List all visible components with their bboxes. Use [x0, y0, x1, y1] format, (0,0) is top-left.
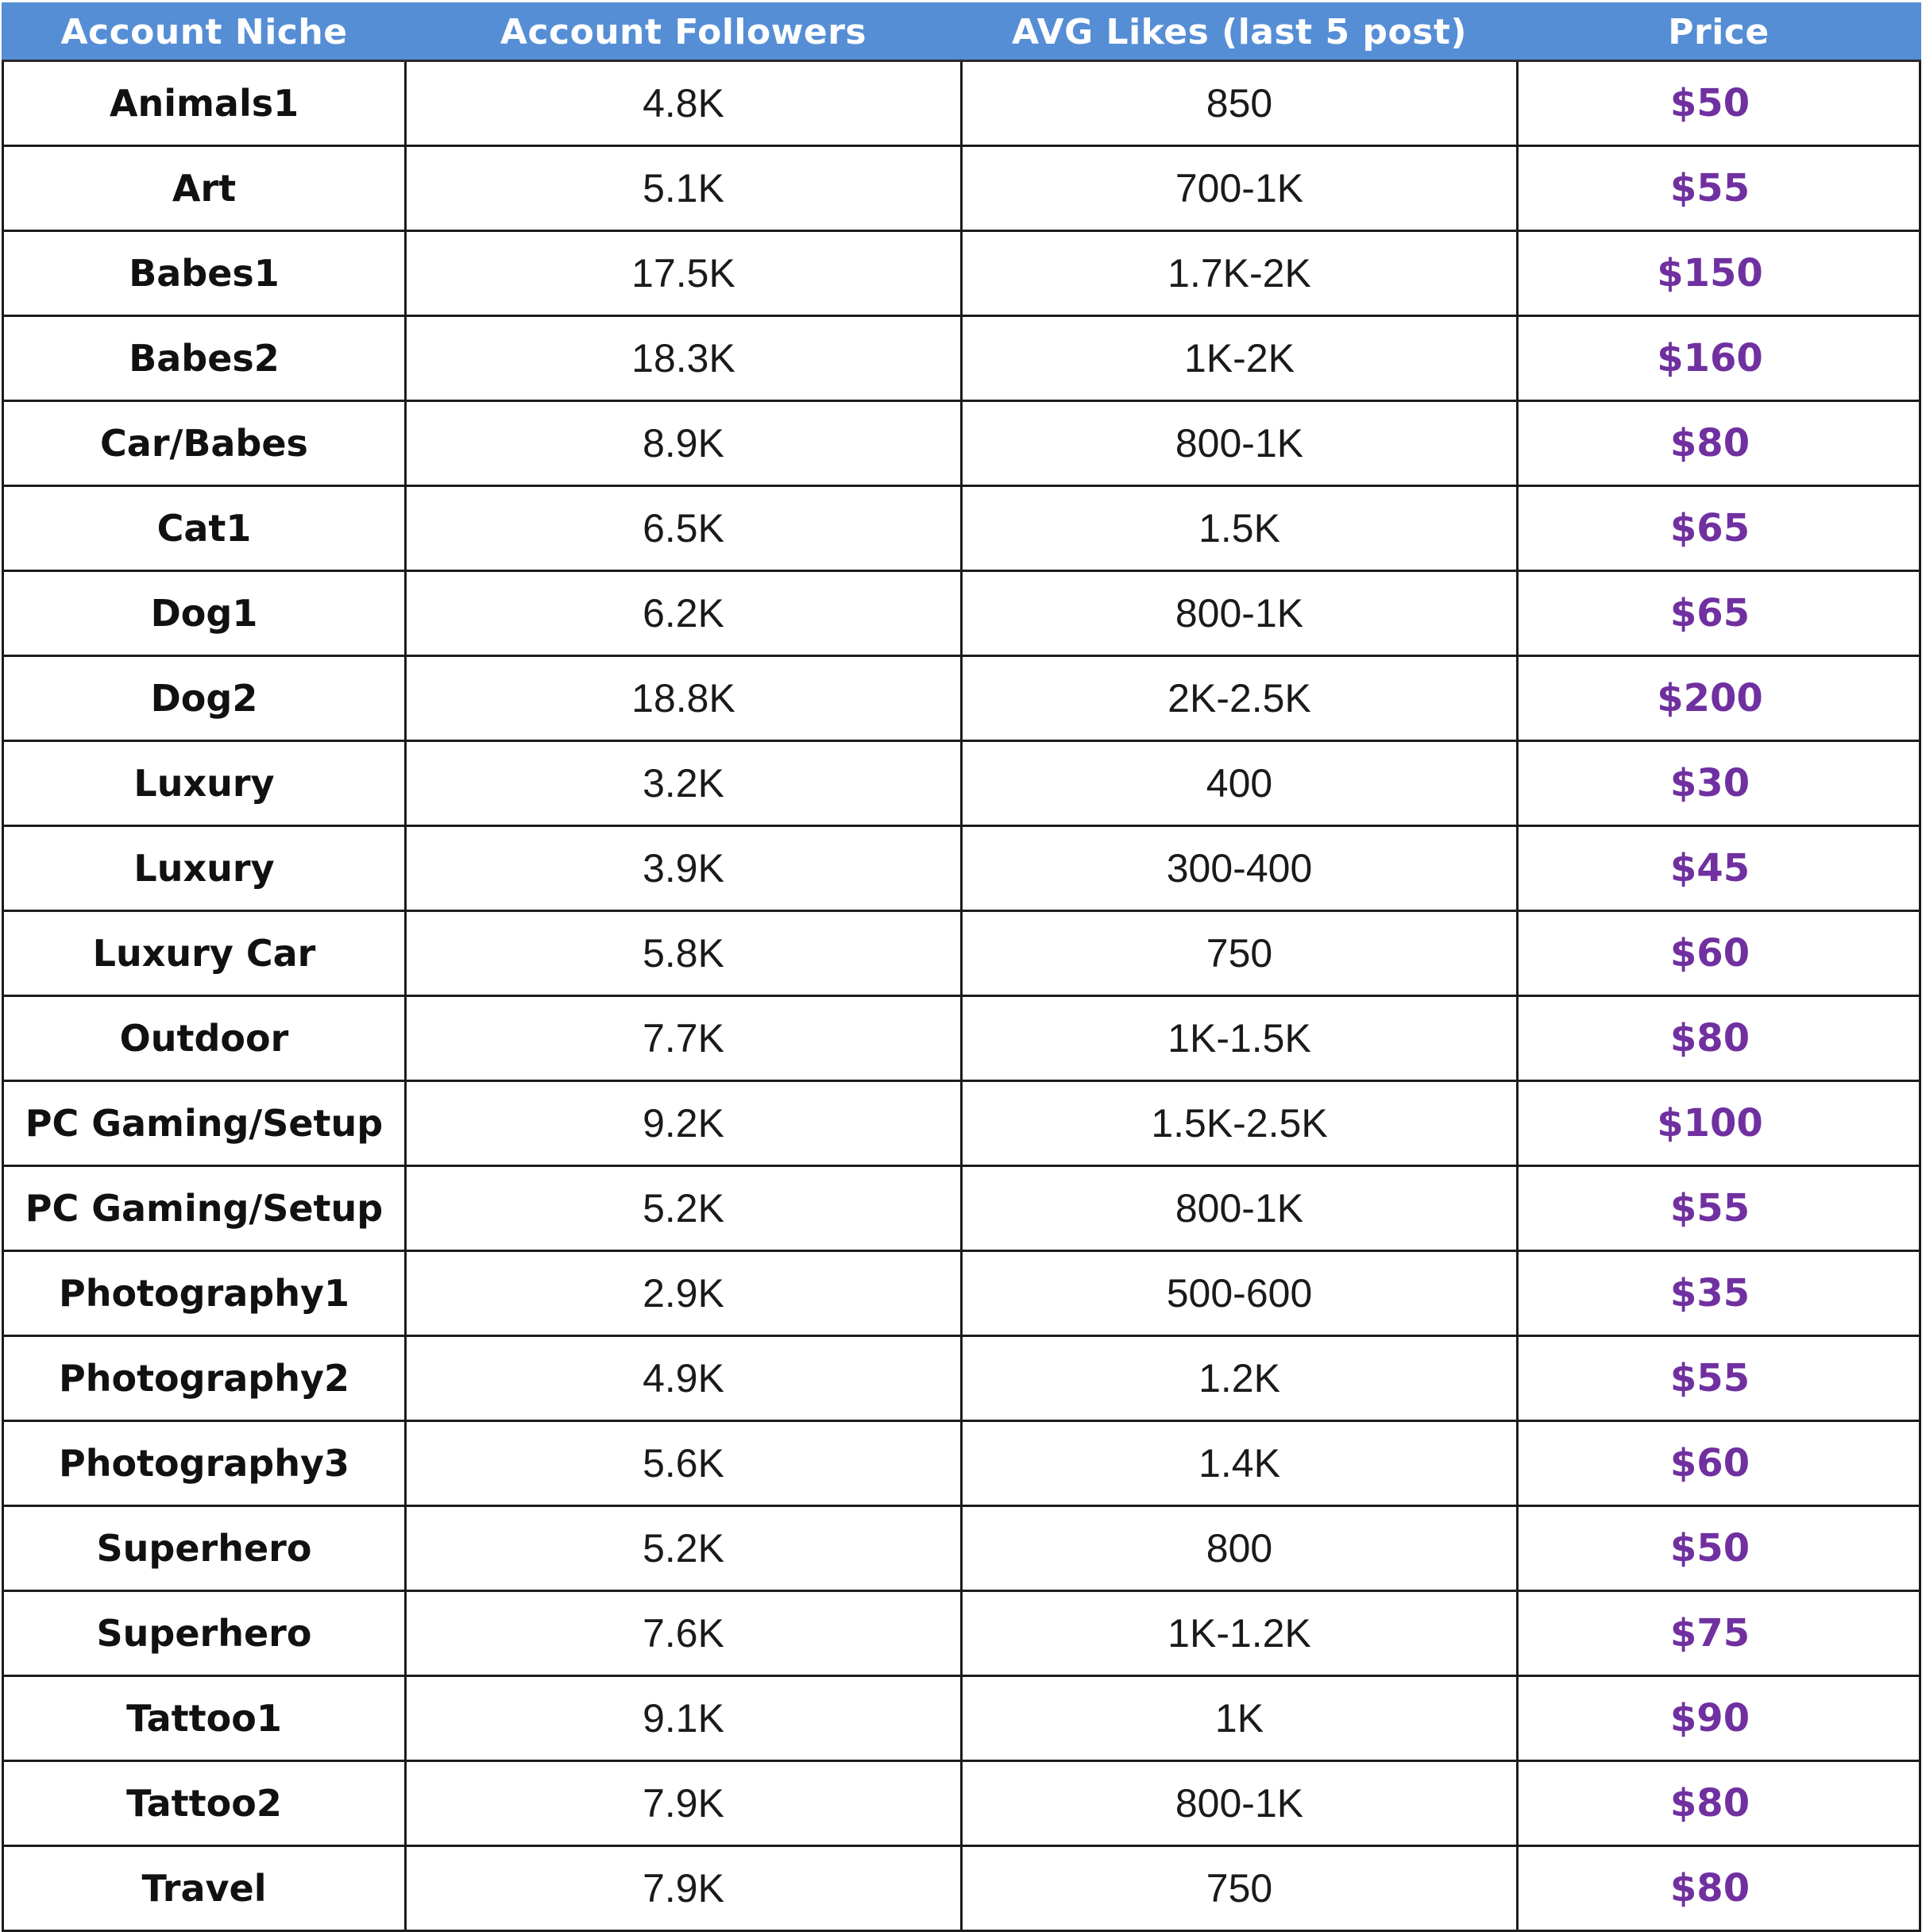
header-account-followers: Account Followers [406, 4, 962, 61]
avg-likes-cell: 1K-2K [962, 316, 1518, 401]
price-cell: $80 [1518, 1846, 1920, 1931]
followers-cell: 5.1K [406, 146, 962, 231]
table-row [3, 401, 1920, 486]
price-cell: $50 [1518, 61, 1920, 146]
avg-likes-cell: 1.5K-2.5K [962, 1081, 1518, 1166]
price-cell: $60 [1518, 1421, 1920, 1506]
table-row [3, 1676, 1920, 1761]
header-price: Price [1518, 4, 1920, 61]
avg-likes-cell: 800-1K [962, 401, 1518, 486]
avg-likes-cell: 750 [962, 911, 1518, 996]
followers-cell: 3.2K [406, 741, 962, 826]
avg-likes-cell: 1.7K-2K [962, 231, 1518, 316]
avg-likes-cell: 400 [962, 741, 1518, 826]
niche-cell: PC Gaming/Setup [3, 1081, 406, 1166]
followers-cell: 7.9K [406, 1846, 962, 1931]
avg-likes-cell: 800-1K [962, 571, 1518, 656]
avg-likes-cell: 1K-1.5K [962, 996, 1518, 1081]
avg-likes-cell: 300-400 [962, 826, 1518, 911]
table-row [3, 1081, 1920, 1166]
price-cell: $90 [1518, 1676, 1920, 1761]
price-cell: $75 [1518, 1591, 1920, 1676]
price-cell: $65 [1518, 486, 1920, 571]
price-cell: $45 [1518, 826, 1920, 911]
followers-cell: 6.5K [406, 486, 962, 571]
table-row [3, 1421, 1920, 1506]
followers-cell: 4.9K [406, 1336, 962, 1421]
followers-cell: 5.2K [406, 1166, 962, 1251]
table-row [3, 486, 1920, 571]
niche-cell: Travel [3, 1846, 406, 1931]
niche-cell: Animals1 [3, 61, 406, 146]
followers-cell: 5.2K [406, 1506, 962, 1591]
table-row [3, 741, 1920, 826]
followers-cell: 18.8K [406, 656, 962, 741]
price-cell: $35 [1518, 1251, 1920, 1336]
table-row [3, 316, 1920, 401]
followers-cell: 5.8K [406, 911, 962, 996]
price-cell: $55 [1518, 1336, 1920, 1421]
niche-cell: Tattoo1 [3, 1676, 406, 1761]
price-cell: $80 [1518, 996, 1920, 1081]
table-header [3, 4, 1920, 61]
table-row [3, 1336, 1920, 1421]
price-cell: $65 [1518, 571, 1920, 656]
table-row [3, 826, 1920, 911]
price-cell: $150 [1518, 231, 1920, 316]
price-cell: $100 [1518, 1081, 1920, 1166]
avg-likes-cell: 800-1K [962, 1166, 1518, 1251]
followers-cell: 18.3K [406, 316, 962, 401]
avg-likes-cell: 750 [962, 1846, 1518, 1931]
table-row [3, 1506, 1920, 1591]
table-row [3, 911, 1920, 996]
niche-cell: Dog1 [3, 571, 406, 656]
niche-cell: Superhero [3, 1506, 406, 1591]
table-row [3, 656, 1920, 741]
header-row [3, 4, 1920, 61]
price-cell: $200 [1518, 656, 1920, 741]
table-row [3, 571, 1920, 656]
niche-cell: Superhero [3, 1591, 406, 1676]
table-row [3, 231, 1920, 316]
table-row [3, 146, 1920, 231]
followers-cell: 9.2K [406, 1081, 962, 1166]
price-cell: $30 [1518, 741, 1920, 826]
table-row [3, 61, 1920, 146]
avg-likes-cell: 700-1K [962, 146, 1518, 231]
followers-cell: 4.8K [406, 61, 962, 146]
followers-cell: 17.5K [406, 231, 962, 316]
niche-cell: Luxury Car [3, 911, 406, 996]
price-cell: $50 [1518, 1506, 1920, 1591]
niche-cell: Art [3, 146, 406, 231]
niche-cell: Cat1 [3, 486, 406, 571]
followers-cell: 5.6K [406, 1421, 962, 1506]
price-cell: $80 [1518, 1761, 1920, 1846]
header-avg-likes: AVG Likes (last 5 post) [962, 4, 1518, 61]
avg-likes-cell: 2K-2.5K [962, 656, 1518, 741]
niche-cell: Photography1 [3, 1251, 406, 1336]
niche-cell: Photography2 [3, 1336, 406, 1421]
niche-cell: Babes2 [3, 316, 406, 401]
niche-cell: Luxury [3, 741, 406, 826]
niche-cell: Outdoor [3, 996, 406, 1081]
avg-likes-cell: 850 [962, 61, 1518, 146]
price-cell: $55 [1518, 1166, 1920, 1251]
niche-cell: PC Gaming/Setup [3, 1166, 406, 1251]
niche-cell: Car/Babes [3, 401, 406, 486]
followers-cell: 3.9K [406, 826, 962, 911]
followers-cell: 7.6K [406, 1591, 962, 1676]
followers-cell: 7.9K [406, 1761, 962, 1846]
niche-cell: Luxury [3, 826, 406, 911]
accounts-price-table [2, 2, 1921, 1932]
table-row [3, 996, 1920, 1081]
table-row [3, 1591, 1920, 1676]
niche-cell: Babes1 [3, 231, 406, 316]
price-cell: $60 [1518, 911, 1920, 996]
niche-cell: Tattoo2 [3, 1761, 406, 1846]
table-row [3, 1251, 1920, 1336]
table-row [3, 1846, 1920, 1931]
avg-likes-cell: 800-1K [962, 1761, 1518, 1846]
avg-likes-cell: 1K [962, 1676, 1518, 1761]
table-body [3, 61, 1920, 1931]
followers-cell: 2.9K [406, 1251, 962, 1336]
avg-likes-cell: 1.5K [962, 486, 1518, 571]
avg-likes-cell: 1.4K [962, 1421, 1518, 1506]
avg-likes-cell: 500-600 [962, 1251, 1518, 1336]
followers-cell: 7.7K [406, 996, 962, 1081]
table-row [3, 1166, 1920, 1251]
table-row [3, 1761, 1920, 1846]
price-cell: $55 [1518, 146, 1920, 231]
avg-likes-cell: 1K-1.2K [962, 1591, 1518, 1676]
price-cell: $80 [1518, 401, 1920, 486]
followers-cell: 8.9K [406, 401, 962, 486]
header-account-niche: Account Niche [3, 4, 406, 61]
followers-cell: 6.2K [406, 571, 962, 656]
niche-cell: Photography3 [3, 1421, 406, 1506]
followers-cell: 9.1K [406, 1676, 962, 1761]
price-cell: $160 [1518, 316, 1920, 401]
avg-likes-cell: 800 [962, 1506, 1518, 1591]
niche-cell: Dog2 [3, 656, 406, 741]
avg-likes-cell: 1.2K [962, 1336, 1518, 1421]
